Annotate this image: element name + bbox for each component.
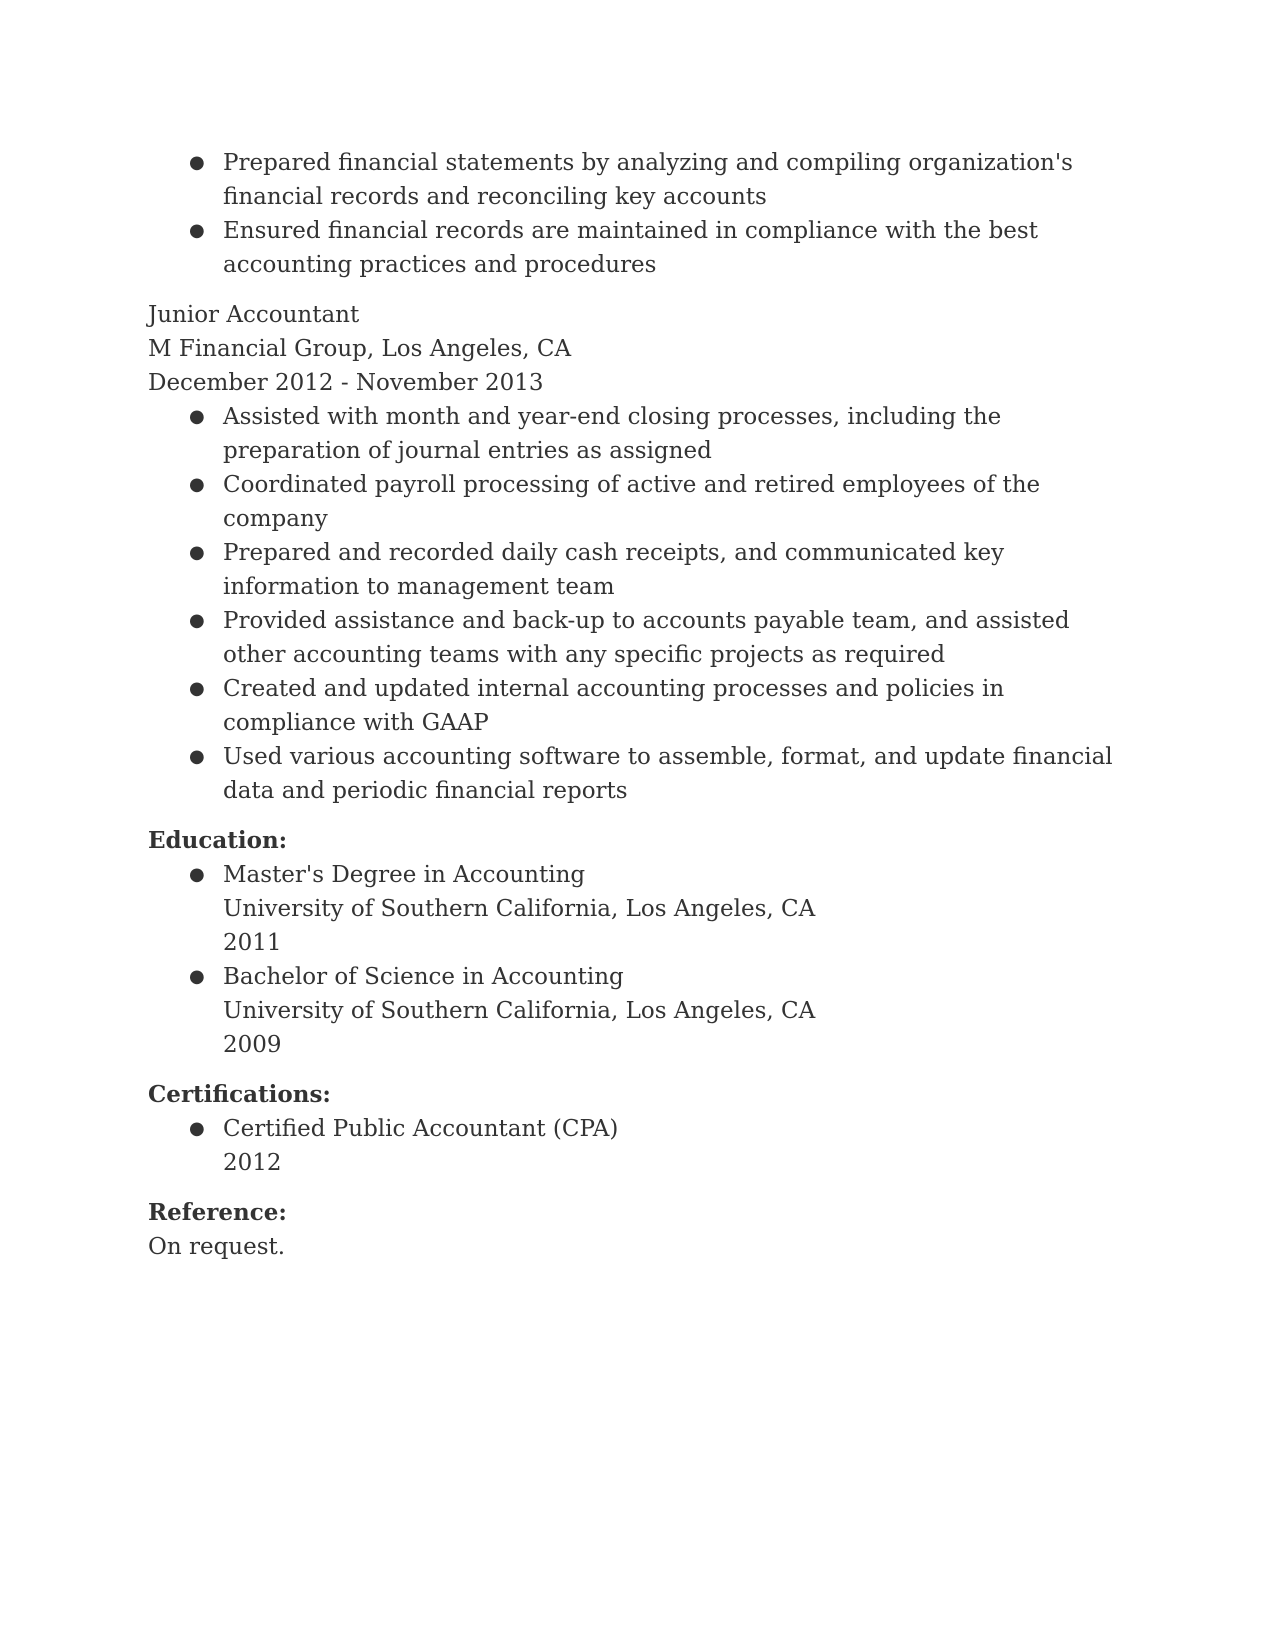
job-company: M Financial Group, Los Angeles, CA [148,336,572,362]
job-dates: December 2012 - November 2013 [148,370,544,396]
bullet-icon: ● [189,542,205,563]
reference-text: On request. [148,1234,286,1260]
certifications-list [148,1112,1128,1180]
graduation-year: 2009 [223,1032,282,1058]
list-item: ● Coordinated payroll processing of active and retired employees of the company [148,468,1128,536]
list-item: ● Prepared financial statements by analyzing and compiling organization's financial records and reconciling key accounts [148,146,1128,214]
bullet-icon: ● [189,152,205,173]
bullet-icon: ● [189,1118,205,1139]
junior-job-bullets [148,400,1128,808]
degree-name: Master's Degree in Accounting [223,862,586,888]
bullet-icon: ● [189,864,205,885]
bullet-icon: ● [189,610,205,631]
bullet-icon: ● [189,406,205,427]
certification-name: Certified Public Accountant (CPA) [223,1116,619,1142]
certifications-heading: Certifications: [148,1081,331,1108]
graduation-year: 2011 [223,930,282,956]
bullet-icon: ● [189,220,205,241]
job-title: Junior Accountant [148,302,360,328]
bullet-icon: ● [189,966,205,987]
list-item: ● Used various accounting software to assemble, format, and update financial data and periodic financial reports [148,740,1128,808]
list-item: ● Prepared and recorded daily cash receipts, and communicated key information to management team [148,536,1128,604]
list-item: ● Created and updated internal accounting processes and policies in compliance with GAAP [148,672,1128,740]
degree-name: Bachelor of Science in Accounting [223,964,624,990]
bullet-icon: ● [189,474,205,495]
school-name: University of Southern California, Los Angeles, CA [223,998,816,1024]
list-item: ● Ensured financial records are maintained in compliance with the best accounting practices and procedures [148,214,1128,282]
resume-page [148,146,1128,1264]
reference-heading: Reference: [148,1199,287,1226]
certification-year: 2012 [223,1150,282,1176]
bullet-icon: ● [189,746,205,767]
bullet-icon: ● [189,678,205,699]
list-item [148,858,1128,960]
list-item: ● Assisted with month and year-end closing processes, including the preparation of journal entries as assigned [148,400,1128,468]
previous-job-bullets [148,146,1128,282]
list-item: ● Provided assistance and back-up to accounts payable team, and assisted other accounting teams with any specific projects as required [148,604,1128,672]
school-name: University of Southern California, Los Angeles, CA [223,896,816,922]
education-list [148,858,1128,1062]
list-item [148,1112,1128,1180]
list-item [148,960,1128,1062]
education-heading: Education: [148,827,288,854]
